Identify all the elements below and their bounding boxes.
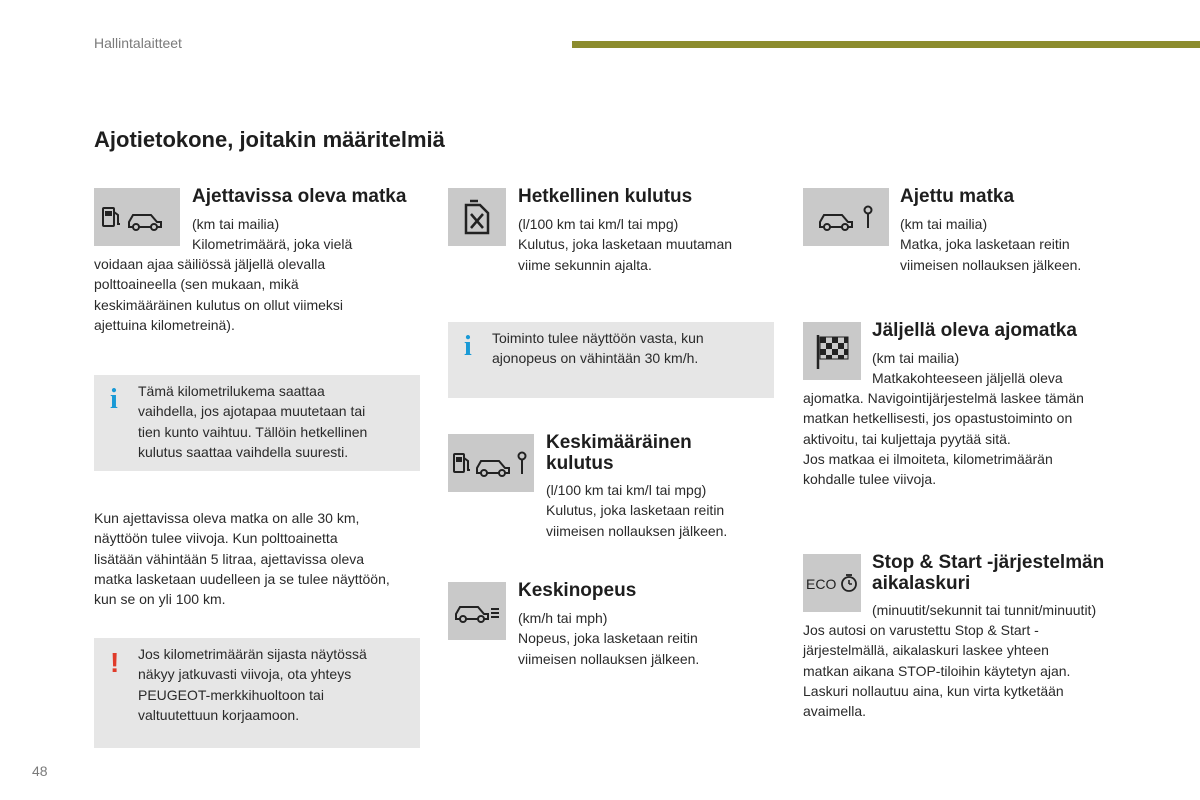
- remaining-line: ajomatka. Navigointijärjestelmä laskee tämän: [803, 390, 1084, 406]
- info-note-line: vaihdella, jos ajotapaa muutetaan tai: [138, 403, 366, 420]
- stopstart-line: järjestelmällä, aikalaskuri laskee yhteen: [803, 642, 1049, 659]
- remaining-line: Jos matkaa ei ilmoiteta, kilometrimäärän: [803, 450, 1053, 467]
- warning-note-line: näkyy jatkuvasti viivoja, ota yhteys: [138, 666, 352, 683]
- info-icon: i: [464, 331, 472, 362]
- info-note-speed: [448, 322, 774, 398]
- checkered-flag-icon: [803, 322, 861, 380]
- info-note-line: tien kunto vaihtuu. Tällöin hetkellinen: [138, 423, 368, 440]
- instant-body: [518, 214, 732, 275]
- remaining-heading: Jäljellä oleva ajomatka: [872, 320, 1077, 341]
- range-heading: Ajettavissa oleva matka: [192, 186, 407, 207]
- range-unit: (km tai mailia): [192, 216, 280, 232]
- car-flag-icon: [803, 188, 889, 246]
- instant-unit: (l/100 km tai km/l tai mpg): [518, 216, 679, 232]
- stopstart-line: matkan aikana STOP-tiloihin käytetyn ajan.: [803, 662, 1071, 679]
- travelled-body: [900, 214, 1081, 275]
- range-line-3: polttoaineella (sen mukaan, mikä: [94, 276, 299, 293]
- average-line: Kulutus, joka lasketaan reitin: [546, 502, 725, 519]
- speed-unit: (km/h tai mph): [518, 610, 608, 626]
- warning-icon: !: [110, 647, 120, 678]
- range-line-1: Kilometrimäärä, joka vielä: [192, 236, 353, 252]
- travelled-heading: Ajettu matka: [900, 186, 1015, 207]
- speed-line: viimeisen nollauksen jälkeen.: [518, 650, 700, 667]
- remaining-body: [803, 388, 1084, 489]
- instant-heading: Hetkellinen kulutus: [518, 186, 693, 207]
- range-line-2: voidaan ajaa säiliössä jäljellä olevalla: [94, 256, 326, 272]
- stopstart-line: Laskuri nollautuu aina, kun virta kytketään: [803, 682, 1064, 699]
- paragraph-line: matka lasketaan uudelleen ja se tulee näyttöön,: [94, 570, 390, 587]
- info-icon: i: [110, 384, 118, 415]
- warning-note-line: Jos kilometrimäärän sijasta näytössä: [138, 646, 367, 662]
- range-line-4: keskimääräinen kulutus on ollut viimeksi: [94, 296, 343, 313]
- car-speed-icon: [448, 582, 506, 640]
- remaining-unit: (km tai mailia): [872, 350, 960, 366]
- section-label: Hallintalaitteet: [94, 35, 182, 51]
- info-note-line: Toiminto tulee näyttöön vasta, kun: [492, 330, 704, 346]
- fuel-car-flag-icon: [448, 434, 534, 492]
- travelled-unit: (km tai mailia): [900, 216, 988, 232]
- warning-note: [94, 638, 420, 748]
- info-note-text: [492, 328, 704, 369]
- average-heading-line: kulutus: [546, 453, 614, 474]
- eco-label: ECO: [806, 576, 837, 592]
- header-rule: [572, 41, 1200, 48]
- average-body: [546, 480, 727, 541]
- info-note-range: [94, 375, 420, 471]
- remaining-line: aktivoitu, tai kuljettaja pyytää sitä.: [803, 430, 1011, 447]
- average-heading: [546, 432, 692, 474]
- speed-body: [518, 608, 699, 669]
- speed-heading: Keskinopeus: [518, 580, 637, 601]
- fuel-car-icon: [94, 188, 180, 246]
- info-note-line: ajonopeus on vähintään 30 km/h.: [492, 350, 699, 367]
- paragraph-line: näyttöön tulee viivoja. Kun polttoainetta: [94, 530, 338, 547]
- paragraph-line: lisätään vähintään 5 litraa, ajettavissa oleva: [94, 550, 365, 567]
- instant-line: Kulutus, joka lasketaan muutaman: [518, 236, 733, 253]
- eco-timer-icon: [803, 554, 861, 612]
- range-paragraph: [94, 508, 390, 609]
- info-note-line: Tämä kilometrilukema saattaa: [138, 383, 325, 399]
- page-title: Ajotietokone, joitakin määritelmiä: [94, 127, 445, 152]
- warning-note-line: valtuutettuun korjaamoon.: [138, 706, 300, 723]
- warning-note-line: PEUGEOT-merkkihuoltoon tai: [138, 686, 324, 703]
- average-heading-line: Keskimääräinen: [546, 432, 692, 453]
- stopstart-body: [803, 620, 1070, 721]
- travelled-line: Matka, joka lasketaan reitin: [900, 236, 1070, 253]
- remaining-line-1: Matkakohteeseen jäljellä oleva: [872, 370, 1063, 386]
- remaining-line: kohdalle tulee viivoja.: [803, 471, 937, 488]
- stopstart-heading: [872, 552, 1104, 594]
- average-unit: (l/100 km tai km/l tai mpg): [546, 482, 707, 498]
- travelled-line: viimeisen nollauksen jälkeen.: [900, 256, 1082, 273]
- stopstart-line: Jos autosi on varustettu Stop & Start -: [803, 622, 1039, 638]
- instant-line: viime sekunnin ajalta.: [518, 256, 652, 273]
- paragraph-line: Kun ajettavissa oleva matka on alle 30 km,: [94, 510, 360, 526]
- remaining-line: matkan hetkellisesti, jos opastustoiminto on: [803, 410, 1073, 427]
- info-note-text: [138, 381, 367, 462]
- page-number: 48: [32, 763, 48, 779]
- fuel-can-icon: [448, 188, 506, 246]
- stopstart-line: avaimella.: [803, 703, 867, 720]
- range-line-5: ajettuina kilometreinä).: [94, 316, 235, 333]
- info-note-line: kulutus saattaa vaihdella suuresti.: [138, 443, 349, 460]
- warning-note-text: [138, 644, 367, 725]
- range-body: [94, 254, 343, 335]
- average-line: viimeisen nollauksen jälkeen.: [546, 522, 728, 539]
- stopstart-heading-line: aikalaskuri: [872, 573, 971, 594]
- paragraph-line: kun se on yli 100 km.: [94, 591, 226, 608]
- stopstart-heading-line: Stop & Start -järjestelmän: [872, 552, 1105, 573]
- stopstart-unit: (minuutit/sekunnit tai tunnit/minuutit): [872, 602, 1097, 618]
- speed-line: Nopeus, joka lasketaan reitin: [518, 630, 698, 647]
